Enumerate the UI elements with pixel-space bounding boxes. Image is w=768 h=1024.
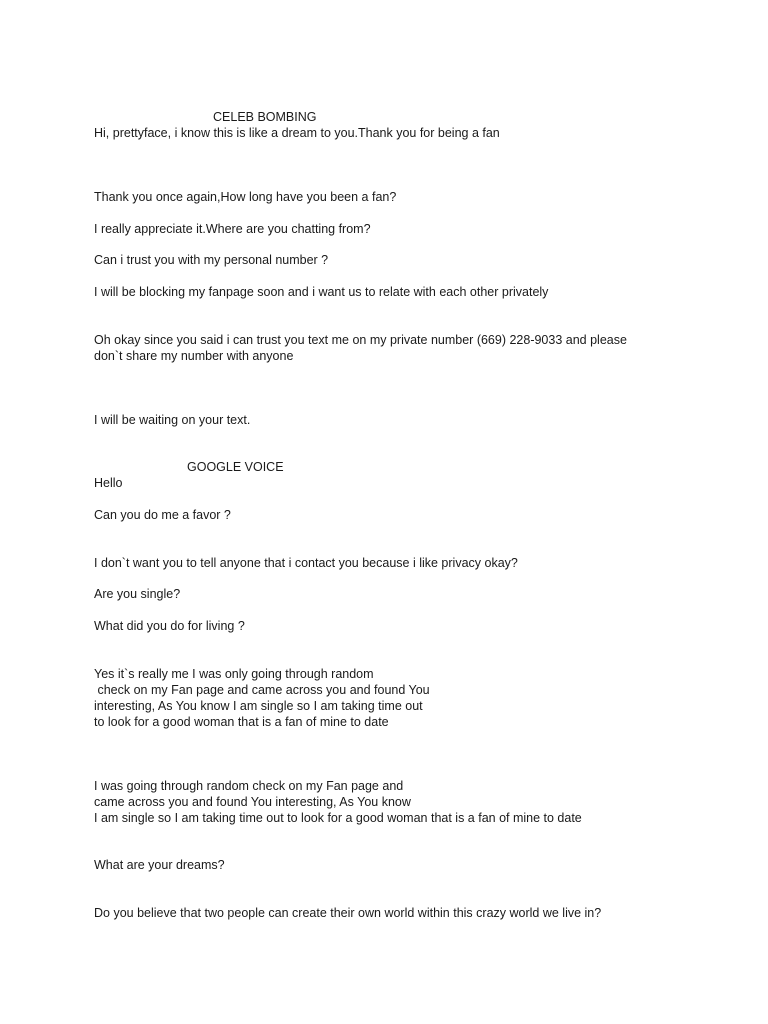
paragraph: check on my Fan page and came across you and found You [94,683,430,697]
paragraph: Hi, prettyface, i know this is like a dream to you.Thank you for being a fan [94,126,500,140]
paragraph: came across you and found You interesting, As You know [94,795,411,809]
paragraph: I am single so I am taking time out to look for a good woman that is a fan of mine to date [94,811,582,825]
paragraph: Do you believe that two people can create their own world within this crazy world we live in? [94,906,602,920]
paragraph: interesting, As You know I am single so I am taking time out [94,699,423,713]
paragraph: I will be waiting on your text. [94,413,251,427]
paragraph: Are you single? [94,587,181,601]
paragraph: Hello [94,476,123,490]
paragraph: I really appreciate it.Where are you chatting from? [94,222,371,236]
paragraph: What are your dreams? [94,858,225,872]
paragraph: I don`t want you to tell anyone that i contact you because i like privacy okay? [94,556,518,570]
paragraph: Thank you once again,How long have you been a fan? [94,190,397,204]
paragraph: to look for a good woman that is a fan of mine to date [94,715,389,729]
heading-google-voice: GOOGLE VOICE [187,460,284,474]
paragraph: I was going through random check on my Fan page and [94,779,404,793]
heading-celeb-bombing: CELEB BOMBING [213,110,317,124]
paragraph: don`t share my number with anyone [94,349,294,363]
paragraph: Yes it`s really me I was only going through random [94,667,374,681]
paragraph: Oh okay since you said i can trust you text me on my private number (669) 228-9033 and please [94,333,627,347]
paragraph: Can you do me a favor ? [94,508,231,522]
paragraph: I will be blocking my fanpage soon and i want us to relate with each other privately [94,285,549,299]
paragraph: Can i trust you with my personal number ? [94,253,329,267]
paragraph: What did you do for living ? [94,619,245,633]
